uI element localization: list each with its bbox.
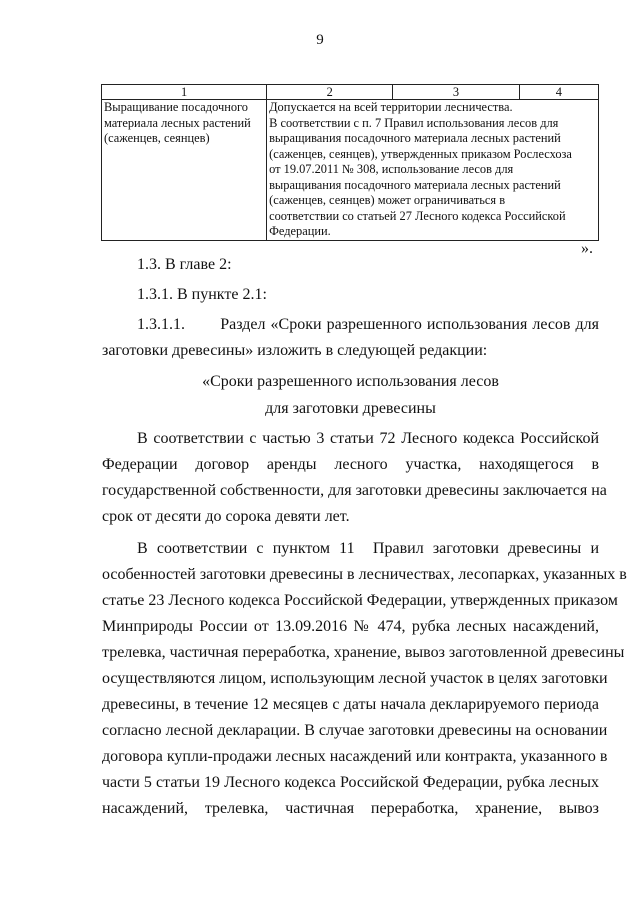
- section-1-3-1-1-line2: заготовки древесины» изложить в следующей редакции:: [102, 342, 488, 359]
- activity-line: Выращивание посадочного: [104, 100, 248, 114]
- paragraph-2-line: Минприроды России от 13.09.2016 № 474, рубка лесных насаждений,: [102, 618, 599, 635]
- heading-line-2: для заготовки древесины: [265, 400, 436, 417]
- description-line: соответствии со статьей 27 Лесного кодекса Российской: [269, 208, 566, 223]
- paragraph-1-line: срок от десяти до сорока девяти лет.: [102, 508, 350, 525]
- closing-quote: ».: [581, 240, 593, 257]
- activity-line: (саженцев, сеянцев): [104, 131, 210, 145]
- heading-line-1: «Сроки разрешенного использования лесов: [202, 373, 499, 390]
- section-1-3-1: 1.3.1. В пункте 2.1:: [137, 286, 267, 303]
- table-header-cell-3: 3: [393, 85, 519, 100]
- table-header-cell-2: 2: [267, 85, 393, 100]
- paragraph-2-line: части 5 статьи 19 Лесного кодекса Российской Федерации, рубка лесных: [102, 774, 599, 791]
- table-header-cell-1: 1: [102, 85, 267, 100]
- paragraph-2-line: древесины, в течение 12 месяцев с даты начала декларируемого периода: [102, 696, 599, 713]
- table-header-row: [102, 85, 599, 100]
- paragraph-2-line: статье 23 Лесного кодекса Российской Федерации, утвержденных приказом: [102, 592, 618, 609]
- description-line: (саженцев, сеянцев), утвержденных приказом Рослесхоза: [269, 146, 572, 161]
- description-line: (саженцев, сеянцев) может ограничиваться в: [269, 193, 506, 207]
- paragraph-2-line: договора купли-продажи лесных насаждений или контракта, указанного в: [102, 748, 608, 765]
- forest-use-table: [101, 84, 599, 241]
- table-row: [102, 100, 599, 241]
- paragraph-2-line: В соответствии с пунктом 11 Правил заготовки древесины и: [137, 540, 599, 557]
- description-line: выращивания посадочного материала лесных растений: [269, 177, 561, 192]
- description-line: Допускается на всей территории лесничества.: [269, 100, 513, 114]
- paragraph-2-line: трелевка, частичная переработка, хранение, вывоз заготовленной древесины: [102, 644, 625, 661]
- activity-line: материала лесных растений: [104, 115, 251, 130]
- section-1-3: 1.3. В главе 2:: [137, 256, 232, 273]
- description-line: В соответствии с п. 7 Правил использования лесов для: [269, 115, 559, 130]
- paragraph-1-line: В соответствии с частью 3 статьи 72 Лесного кодекса Российской: [137, 430, 599, 447]
- paragraph-2-line: осуществляются лицом, использующим лесной участок в целях заготовки: [102, 670, 608, 687]
- table-cell-activity: [102, 100, 267, 241]
- section-1-3-1-1-line1: 1.3.1.1. Раздел «Сроки разрешенного использования лесов для: [137, 316, 599, 333]
- paragraph-1-line: государственной собственности, для заготовки древесины заключается на: [102, 482, 607, 499]
- description-line: Федерации.: [269, 224, 331, 238]
- description-line: от 19.07.2011 № 308, использование лесов для: [269, 162, 514, 176]
- page-number: 9: [316, 32, 324, 48]
- table-cell-description: [267, 100, 599, 241]
- paragraph-2-line: насаждений, трелевка, частичная переработка, хранение, вывоз: [102, 800, 599, 817]
- table-header-cell-4: 4: [519, 85, 598, 100]
- description-line: выращивания посадочного материала лесных растений: [269, 131, 561, 145]
- paragraph-2-line: особенностей заготовки древесины в лесничествах, лесопарках, указанных в: [102, 566, 627, 583]
- paragraph-1-line: Федерации договор аренды лесного участка, находящегося в: [102, 456, 599, 473]
- paragraph-2-line: согласно лесной декларации. В случае заготовки древесины на основании: [102, 722, 608, 739]
